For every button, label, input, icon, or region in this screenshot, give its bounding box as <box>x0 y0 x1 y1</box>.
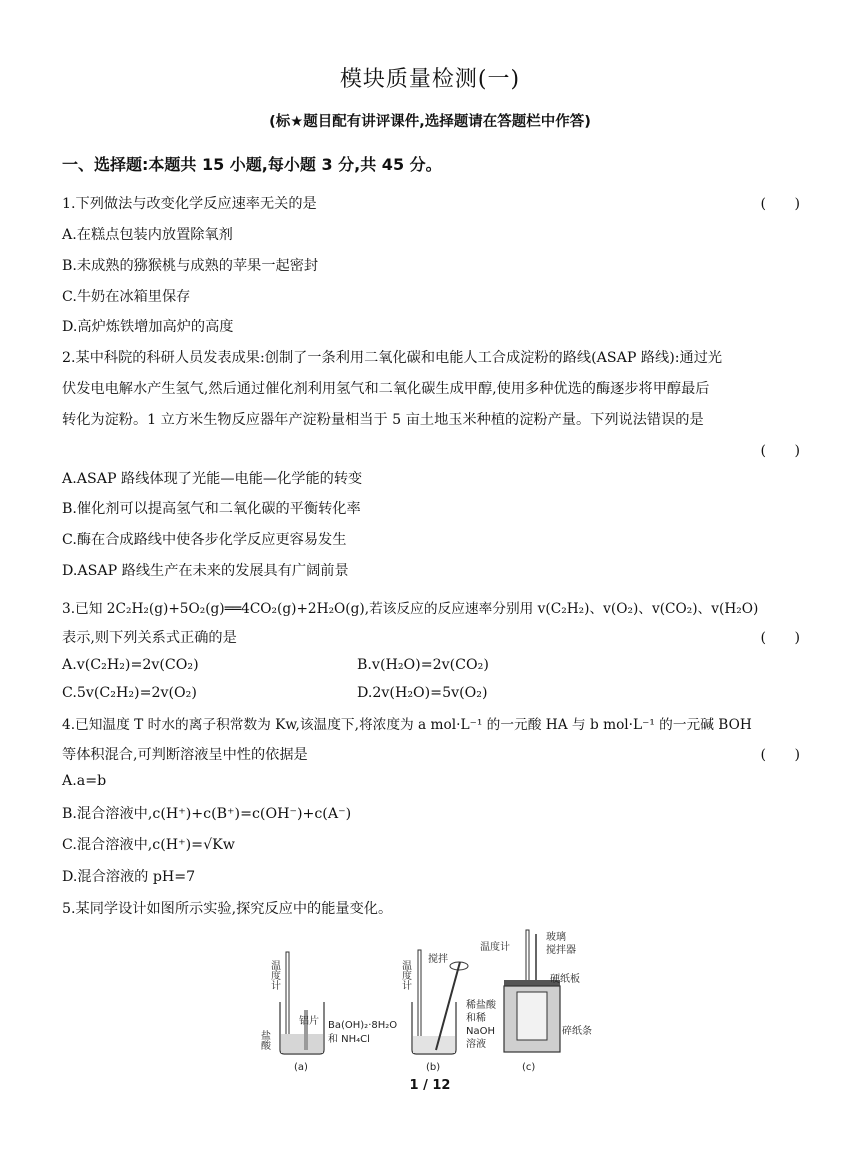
c-stirrer-label-2: 搅拌器 <box>546 945 576 956</box>
q3-stem-line1: 3.已知 2C₂H₂(g)+5O₂(g)══4CO₂(g)+2H₂O(g),若该反应的反应速率分别用 v(C₂H₂)、v(O₂)、v(CO₂)、v(H₂O) <box>62 601 759 617</box>
q1-option-c: C.牛奶在冰箱里保存 <box>62 289 191 305</box>
a-acid-label: 盐酸 <box>258 1030 270 1050</box>
a-thermometer-label: 温度计 <box>268 960 280 990</box>
a-reagent-label-2: 和 NH₄Cl <box>328 1034 370 1045</box>
q3-answer-paren: ( ) <box>760 630 800 646</box>
q4-option-a: A.a=b <box>62 773 107 789</box>
b-caption: (b) <box>426 1062 441 1073</box>
a-thermometer-icon <box>286 952 289 1046</box>
q2-option-d: D.ASAP 路线生产在未来的发展具有广阔前景 <box>62 563 349 579</box>
experiment-figure <box>260 922 605 1077</box>
b-liquid <box>413 1036 455 1053</box>
a-foil-label: 铝片 <box>299 1016 319 1027</box>
apparatus-b <box>400 950 469 1073</box>
a-liquid <box>281 1034 323 1053</box>
c-stirrer-label-1: 玻璃 <box>546 932 566 943</box>
q3-option-c: C.5v(C₂H₂)=2v(O₂) <box>62 685 197 701</box>
q1-stem: 1.下列做法与改变化学反应速率无关的是 <box>62 196 317 212</box>
q2-stem-line3: 转化为淀粉。1 立方米生物反应器年产淀粉量相当于 5 亩土地玉米种植的淀粉产量。下列说法错误的是 <box>62 412 704 428</box>
q4-option-c: C.混合溶液中,c(H⁺)=√Kw <box>62 837 235 853</box>
page-number: 1 / 12 <box>409 1078 451 1093</box>
b-stir-label: 搅拌 <box>428 954 448 965</box>
q4-option-b: B.混合溶液中,c(H⁺)+c(B⁺)=c(OH⁻)+c(A⁻) <box>62 806 352 822</box>
apparatus-a <box>259 952 398 1073</box>
q2-answer-paren: ( ) <box>760 443 800 459</box>
a-reagent-label-1: Ba(OH)₂·8H₂O <box>328 1020 398 1031</box>
c-board-label: 硬纸板 <box>550 974 580 985</box>
q1-option-a: A.在糕点包装内放置除氧剂 <box>62 227 233 243</box>
c-solution-label-1: 稀盐酸 <box>466 1000 496 1011</box>
b-thermometer-icon <box>418 950 421 1046</box>
q2-option-a: A.ASAP 路线体现了光能—电能—化学能的转变 <box>62 471 363 487</box>
c-solution-label-2: 和稀 <box>466 1013 486 1024</box>
q1-answer-paren: ( ) <box>760 196 800 212</box>
a-caption: (a) <box>294 1062 308 1073</box>
q1-option-b: B.未成熟的猕猴桃与成熟的苹果一起密封 <box>62 258 319 274</box>
section-heading: 一、选择题:本题共 15 小题,每小题 3 分,共 45 分。 <box>62 155 442 174</box>
c-inner-beaker <box>517 992 547 1040</box>
q5-stem: 5.某同学设计如图所示实验,探究反应中的能量变化。 <box>62 901 393 917</box>
c-thermometer-label: 温度计 <box>480 942 510 953</box>
q4-option-d: D.混合溶液的 pH=7 <box>62 869 196 885</box>
c-scraps-label: 碎纸条 <box>562 1026 592 1037</box>
apparatus-c <box>466 930 592 1073</box>
q3-stem-line2: 表示,则下列关系式正确的是 <box>62 630 237 646</box>
b-thermometer-label: 温度计 <box>399 960 411 990</box>
page-subtitle: (标★题目配有讲评课件,选择题请在答题栏中作答) <box>269 114 591 130</box>
q2-option-c: C.酶在合成路线中使各步化学反应更容易发生 <box>62 532 347 548</box>
q2-stem-line2: 伏发电电解水产生氢气,然后通过催化剂利用氢气和二氧化碳生成甲醇,使用多种优选的酶逐步将甲醇最后 <box>62 381 710 397</box>
q3-option-a: A.v(C₂H₂)=2v(CO₂) <box>62 657 199 673</box>
c-solution-label-4: 溶液 <box>466 1039 486 1050</box>
q3-option-b: B.v(H₂O)=2v(CO₂) <box>357 657 489 673</box>
q4-stem-line2: 等体积混合,可判断溶液呈中性的依据是 <box>62 747 308 763</box>
q4-stem-line1: 4.已知温度 T 时水的离子积常数为 Kw,该温度下,将浓度为 a mol·L⁻¹ 的一元酸 HA 与 b mol·L⁻¹ 的一元碱 BOH <box>62 717 752 733</box>
q2-option-b: B.催化剂可以提高氢气和二氧化碳的平衡转化率 <box>62 501 361 517</box>
q4-answer-paren: ( ) <box>760 747 800 763</box>
q2-stem-line1: 2.某中科院的科研人员发表成果:创制了一条利用二氧化碳和电能人工合成淀粉的路线(ASAP 路线):通过光 <box>62 350 723 366</box>
c-caption: (c) <box>522 1062 536 1073</box>
c-solution-label-3: NaOH <box>466 1026 495 1037</box>
q3-option-d: D.2v(H₂O)=5v(O₂) <box>357 685 488 701</box>
page-title: 模块质量检测(一) <box>339 67 521 92</box>
q1-option-d: D.高炉炼铁增加高炉的高度 <box>62 319 234 335</box>
